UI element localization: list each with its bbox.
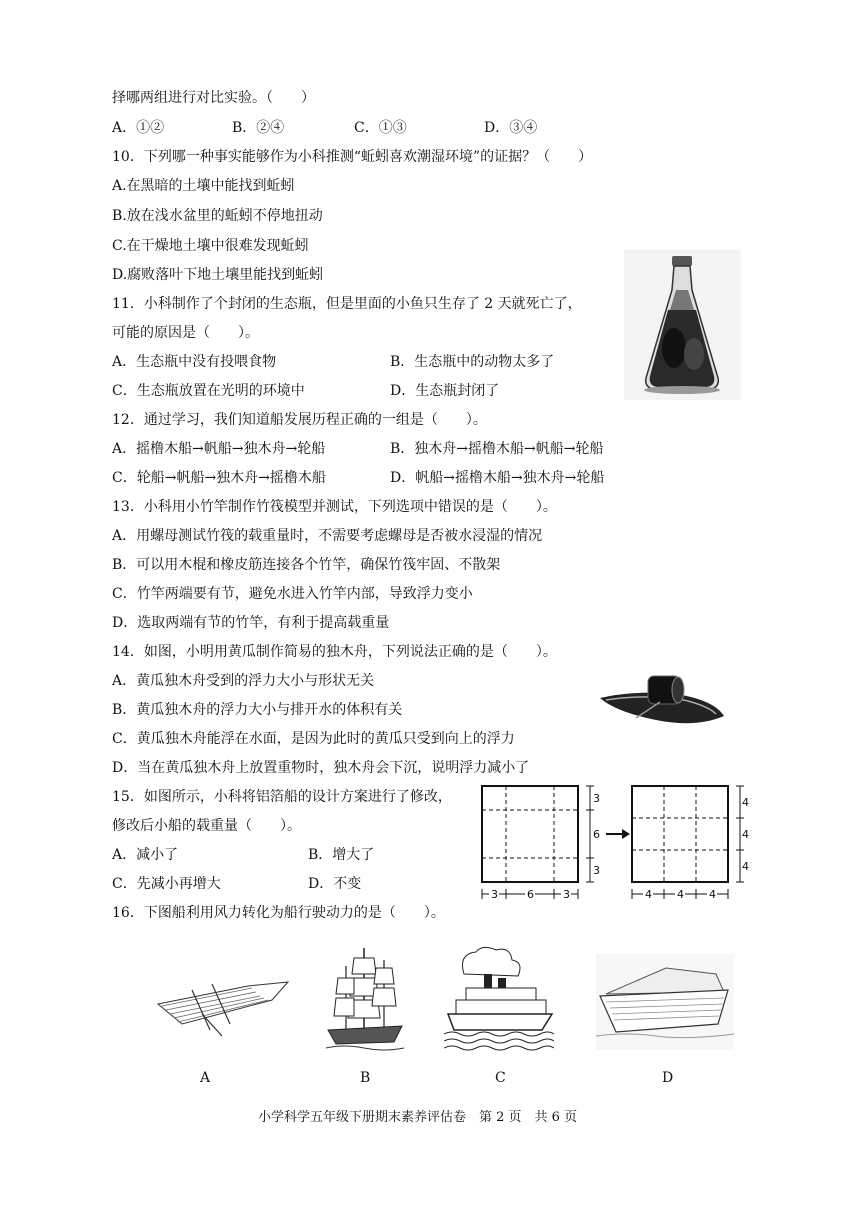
q14-option-b: B．黄瓜独木舟的浮力大小与排开水的体积有关 (112, 702, 403, 718)
right-dim-h1: 4 (645, 888, 652, 901)
q15-stem: 15．如图所示，小科将铝箔船的设计方案进行了修改， (112, 789, 452, 805)
q10-option-a: A.在黑暗的土壤中能找到蚯蚓 (112, 178, 295, 194)
raft-image (152, 970, 292, 1040)
left-dim-v1: 3 (593, 792, 600, 805)
eco-bottle-image (624, 250, 741, 400)
right-dim-h3: 4 (709, 888, 716, 901)
q14-option-a: A．黄瓜独木舟受到的浮力大小与形状无关 (112, 673, 375, 689)
sailing-ship-image (324, 944, 406, 1054)
q11-option-c: C．生态瓶放置在光明的环境中 (112, 383, 305, 399)
q12-option-d: D．帆船→摇橹木船→独木舟→轮船 (390, 470, 605, 486)
q15-option-d: D．不变 (308, 876, 362, 892)
q11-stem-cont: 可能的原因是（ ）。 (112, 325, 259, 341)
boat-label-c: C (495, 1070, 506, 1086)
q10-option-d: D.腐败落叶下地土壤里能找到蚯蚓 (112, 267, 324, 283)
right-dim-h2: 4 (677, 888, 684, 901)
left-dim-h2: 6 (527, 888, 534, 901)
option-b: B．②④ (232, 120, 285, 136)
q13-stem: 13．小科用小竹竿制作竹筏模型并测试，下列选项中错误的是（ ）。 (112, 499, 557, 515)
boat-label-b: B (360, 1070, 371, 1086)
q11-stem: 11．小科制作了个封闭的生态瓶，但是里面的小鱼只生存了 2 天就死亡了， (112, 296, 582, 312)
q12-option-b: B．独木舟→摇橹木船→帆船→轮船 (390, 441, 604, 457)
q11-option-d: D．生态瓶封闭了 (390, 383, 500, 399)
q10-option-b: B.放在浅水盆里的蚯蚓不停地扭动 (112, 208, 323, 224)
steamship-image (444, 944, 554, 1056)
q15-option-c: C．先减小再增大 (112, 876, 221, 892)
q11-option-b: B．生态瓶中的动物太多了 (390, 354, 555, 370)
option-d: D．③④ (484, 120, 538, 136)
q16-stem: 16．下图船利用风力转化为船行驶动力的是（ ）。 (112, 905, 445, 921)
boat-label-a: A (200, 1070, 211, 1086)
option-c: C．①③ (354, 120, 407, 136)
q15-option-a: A．减小了 (112, 847, 179, 863)
q12-stem: 12．通过学习，我们知道船发展历程正确的一组是（ ）。 (112, 412, 487, 428)
continuation-line: 择哪两组进行对比实验。（ ） (112, 90, 315, 106)
q12-option-c: C．轮船→帆船→独木舟→摇橹木船 (112, 470, 326, 486)
q12-option-a: A．摇橹木船→帆船→独木舟→轮船 (112, 441, 326, 457)
q10-option-c: C.在干燥地土壤中很难发现蚯蚓 (112, 238, 309, 254)
q10-stem: 10．下列哪一种事实能够作为小科推测“蚯蚓喜欢潮湿环境”的证据？（ ） (112, 149, 593, 165)
boat-label-d: D (662, 1070, 674, 1086)
q13-option-d: D．选取两端有节的竹竿，有利于提高载重量 (112, 615, 390, 631)
cruise-ship-image (596, 954, 734, 1050)
page-footer: 小学科学五年级下册期末素养评估卷 第 2 页 共 6 页 (258, 1110, 578, 1125)
left-dim-h3: 3 (563, 888, 570, 901)
q11-option-a: A．生态瓶中没有投喂食物 (112, 354, 277, 370)
left-dim-h1: 3 (491, 888, 498, 901)
original-design-square (482, 786, 578, 882)
foil-boat-diagram (478, 782, 750, 902)
q15-option-b: B．增大了 (308, 847, 375, 863)
right-dim-v2: 4 (742, 828, 749, 841)
right-dim-v3: 4 (742, 860, 749, 873)
modified-design-square (632, 786, 728, 882)
q13-option-b: B．可以用木棍和橡皮筋连接各个竹竿，确保竹筏牢固、不散架 (112, 557, 501, 573)
left-dim-v2: 6 (593, 828, 600, 841)
q13-option-a: A．用螺母测试竹筏的载重量时，不需要考虑螺母是否被水浸湿的情况 (112, 528, 543, 544)
q14-stem: 14．如图，小明用黄瓜制作简易的独木舟，下列说法正确的是（ ）。 (112, 644, 557, 660)
option-a: A．①② (112, 120, 165, 136)
q13-option-c: C．竹竿两端要有节，避免水进入竹竿内部，导致浮力变小 (112, 586, 473, 602)
q14-option-c: C．黄瓜独木舟能浮在水面，是因为此时的黄瓜只受到向上的浮力 (112, 731, 515, 747)
left-dim-v3: 3 (593, 864, 600, 877)
q15-stem-cont: 修改后小船的载重量（ ）。 (112, 818, 301, 834)
right-dim-v1: 4 (742, 796, 749, 809)
q14-option-d: D．当在黄瓜独木舟上放置重物时，独木舟会下沉，说明浮力减小了 (112, 760, 530, 776)
cucumber-canoe-image (596, 668, 728, 732)
